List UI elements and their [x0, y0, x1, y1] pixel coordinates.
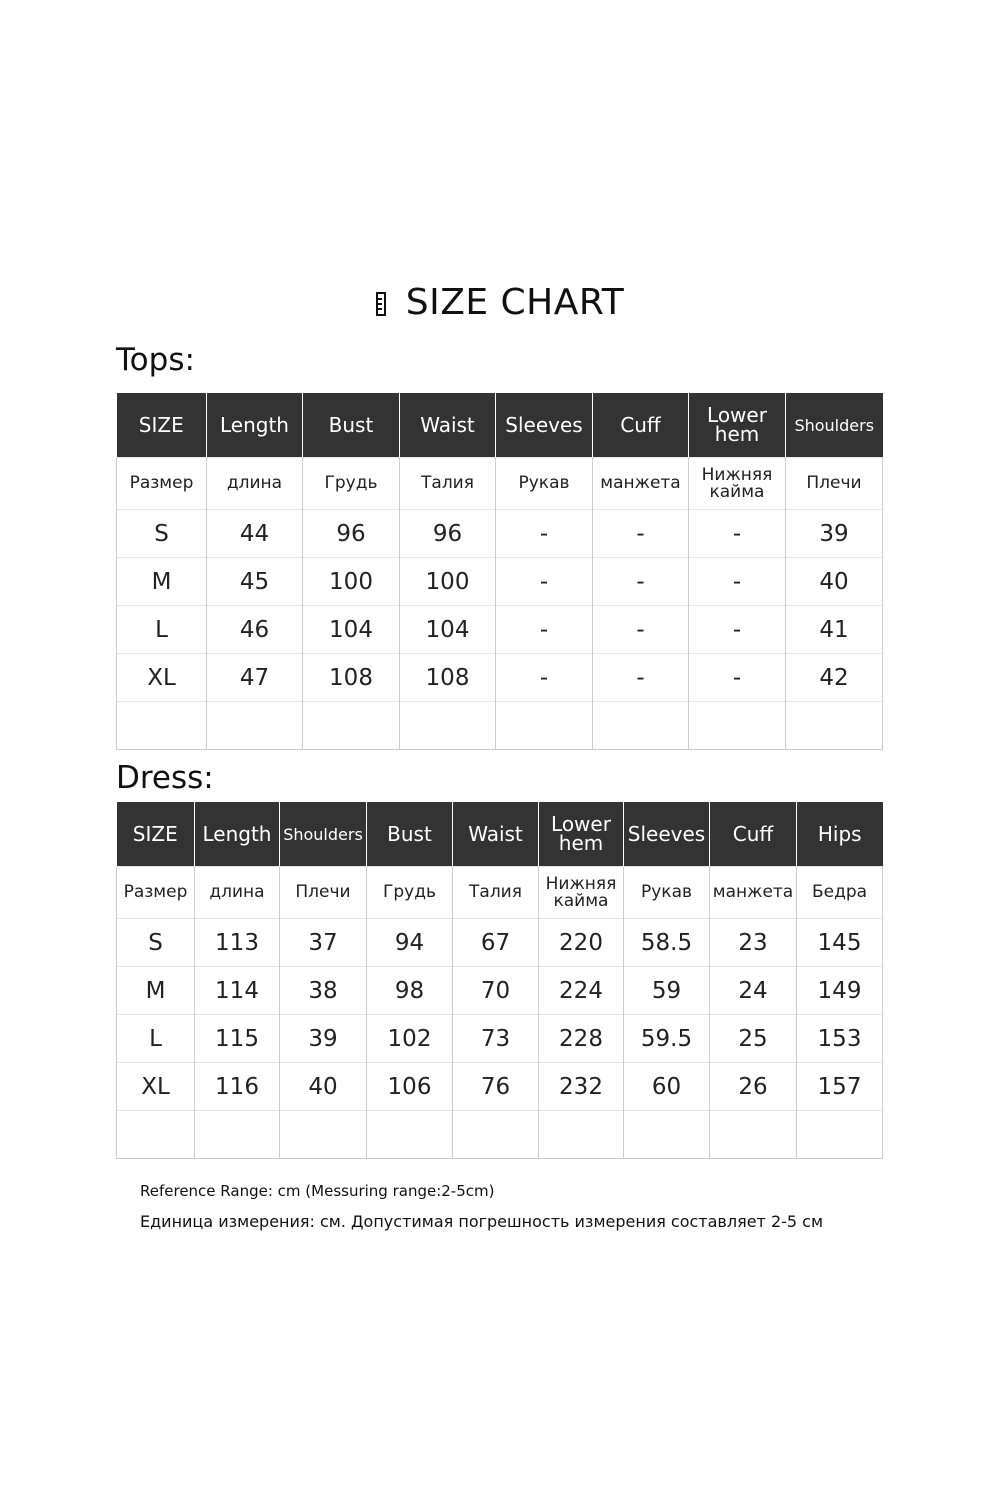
table-cell: 41 [786, 606, 883, 654]
table-row [117, 654, 883, 702]
russian-header-row [117, 867, 883, 919]
table-cell: 73 [453, 1015, 539, 1063]
table-cell: 115 [195, 1015, 280, 1063]
table-cell: 76 [453, 1063, 539, 1111]
table-cell [797, 1111, 883, 1159]
table-cell: 96 [303, 510, 400, 558]
table-cell: - [689, 510, 786, 558]
column-header: Shoulders [786, 393, 883, 458]
table-cell: L [117, 606, 207, 654]
table-cell [117, 702, 207, 750]
table-cell: M [117, 558, 207, 606]
column-header: Length [195, 802, 280, 867]
table-cell: 98 [367, 967, 453, 1015]
table-row [117, 510, 883, 558]
russian-header: манжета [710, 867, 797, 919]
table-row [117, 558, 883, 606]
table-cell: - [689, 558, 786, 606]
dress-heading: Dress: [116, 760, 214, 796]
table-cell: 67 [453, 919, 539, 967]
column-header: Waist [400, 393, 496, 458]
russian-header: длина [195, 867, 280, 919]
table-cell [689, 702, 786, 750]
table-cell: - [496, 510, 593, 558]
table-cell: 94 [367, 919, 453, 967]
column-header: Bust [367, 802, 453, 867]
column-header: Length [207, 393, 303, 458]
table-cell: 59 [624, 967, 710, 1015]
tops-table [116, 393, 883, 750]
ruler-icon [376, 292, 386, 316]
russian-header: Нижняя кайма [689, 458, 786, 510]
russian-header: Грудь [303, 458, 400, 510]
table-cell: 60 [624, 1063, 710, 1111]
russian-header: Талия [400, 458, 496, 510]
table-cell: 24 [710, 967, 797, 1015]
table-cell: - [496, 606, 593, 654]
column-header: Lower hem [539, 802, 624, 867]
table-cell: 220 [539, 919, 624, 967]
table-cell: 58.5 [624, 919, 710, 967]
russian-header: Размер [117, 867, 195, 919]
russian-header: длина [207, 458, 303, 510]
table-cell [453, 1111, 539, 1159]
table-cell: 145 [797, 919, 883, 967]
russian-header: Плечи [280, 867, 367, 919]
table-cell: 104 [400, 606, 496, 654]
table-cell: 39 [786, 510, 883, 558]
table-cell: 40 [786, 558, 883, 606]
table-cell: 25 [710, 1015, 797, 1063]
table-cell [207, 702, 303, 750]
column-header: Cuff [593, 393, 689, 458]
table-cell [496, 702, 593, 750]
russian-header: Рукав [624, 867, 710, 919]
table-cell: XL [117, 654, 207, 702]
column-header: Lower hem [689, 393, 786, 458]
table-row [117, 919, 883, 967]
table-cell: 104 [303, 606, 400, 654]
table-cell: 37 [280, 919, 367, 967]
russian-header: Нижняя кайма [539, 867, 624, 919]
table-cell: - [593, 606, 689, 654]
table-cell: 39 [280, 1015, 367, 1063]
russian-header: Талия [453, 867, 539, 919]
title-text: SIZE CHART [405, 282, 625, 323]
table-cell: 113 [195, 919, 280, 967]
russian-header: Плечи [786, 458, 883, 510]
column-header: Waist [453, 802, 539, 867]
table-cell: 44 [207, 510, 303, 558]
column-header: Sleeves [624, 802, 710, 867]
table-cell [117, 1111, 195, 1159]
column-header: Sleeves [496, 393, 593, 458]
table-cell [367, 1111, 453, 1159]
table-cell: 46 [207, 606, 303, 654]
note-ru: Единица измерения: см. Допустимая погрешность измерения составляет 2-5 см [140, 1212, 824, 1231]
column-header: Bust [303, 393, 400, 458]
table-cell: 116 [195, 1063, 280, 1111]
column-header: Cuff [710, 802, 797, 867]
table-cell: M [117, 967, 195, 1015]
table-cell: 70 [453, 967, 539, 1015]
table-cell: 114 [195, 967, 280, 1015]
russian-header: Бедра [797, 867, 883, 919]
table-row [117, 1015, 883, 1063]
table-cell: 149 [797, 967, 883, 1015]
table-cell: - [689, 654, 786, 702]
table-cell: - [593, 558, 689, 606]
table-row [117, 702, 883, 750]
table-cell: - [689, 606, 786, 654]
table-cell [593, 702, 689, 750]
table-cell: 26 [710, 1063, 797, 1111]
table-cell: - [593, 510, 689, 558]
table-cell [710, 1111, 797, 1159]
dress-table [116, 802, 883, 1159]
russian-header: Размер [117, 458, 207, 510]
table-cell: 42 [786, 654, 883, 702]
table-cell: 153 [797, 1015, 883, 1063]
table-cell: 108 [303, 654, 400, 702]
table-row [117, 1111, 883, 1159]
table-cell: 157 [797, 1063, 883, 1111]
tops-heading: Tops: [116, 342, 195, 378]
table-cell: 96 [400, 510, 496, 558]
russian-header: Грудь [367, 867, 453, 919]
table-cell [303, 702, 400, 750]
table-cell [400, 702, 496, 750]
table-row [117, 1063, 883, 1111]
table-cell: XL [117, 1063, 195, 1111]
table-cell: 224 [539, 967, 624, 1015]
table-row [117, 967, 883, 1015]
russian-header: Рукав [496, 458, 593, 510]
page-title [0, 282, 1000, 323]
note-en: Reference Range: cm (Messuring range:2-5cm) [140, 1182, 495, 1200]
column-header: Hips [797, 802, 883, 867]
table-cell: L [117, 1015, 195, 1063]
table-cell: - [496, 654, 593, 702]
table-cell [624, 1111, 710, 1159]
column-header: SIZE [117, 393, 207, 458]
table-cell: 232 [539, 1063, 624, 1111]
table-cell: 100 [400, 558, 496, 606]
table-cell: 228 [539, 1015, 624, 1063]
table-cell: 108 [400, 654, 496, 702]
table-cell [786, 702, 883, 750]
table-cell: S [117, 510, 207, 558]
column-header: Shoulders [280, 802, 367, 867]
table-cell: S [117, 919, 195, 967]
table-cell: 100 [303, 558, 400, 606]
table-cell [195, 1111, 280, 1159]
column-header: SIZE [117, 802, 195, 867]
table-cell: 40 [280, 1063, 367, 1111]
table-cell: - [593, 654, 689, 702]
table-cell [280, 1111, 367, 1159]
header-row [117, 802, 883, 867]
table-cell: 102 [367, 1015, 453, 1063]
table-cell [539, 1111, 624, 1159]
table-cell: 47 [207, 654, 303, 702]
table-cell: 23 [710, 919, 797, 967]
table-cell: 38 [280, 967, 367, 1015]
russian-header-row [117, 458, 883, 510]
table-cell: 45 [207, 558, 303, 606]
table-cell: 59.5 [624, 1015, 710, 1063]
russian-header: манжета [593, 458, 689, 510]
table-cell: 106 [367, 1063, 453, 1111]
table-row [117, 606, 883, 654]
header-row [117, 393, 883, 458]
table-cell: - [496, 558, 593, 606]
